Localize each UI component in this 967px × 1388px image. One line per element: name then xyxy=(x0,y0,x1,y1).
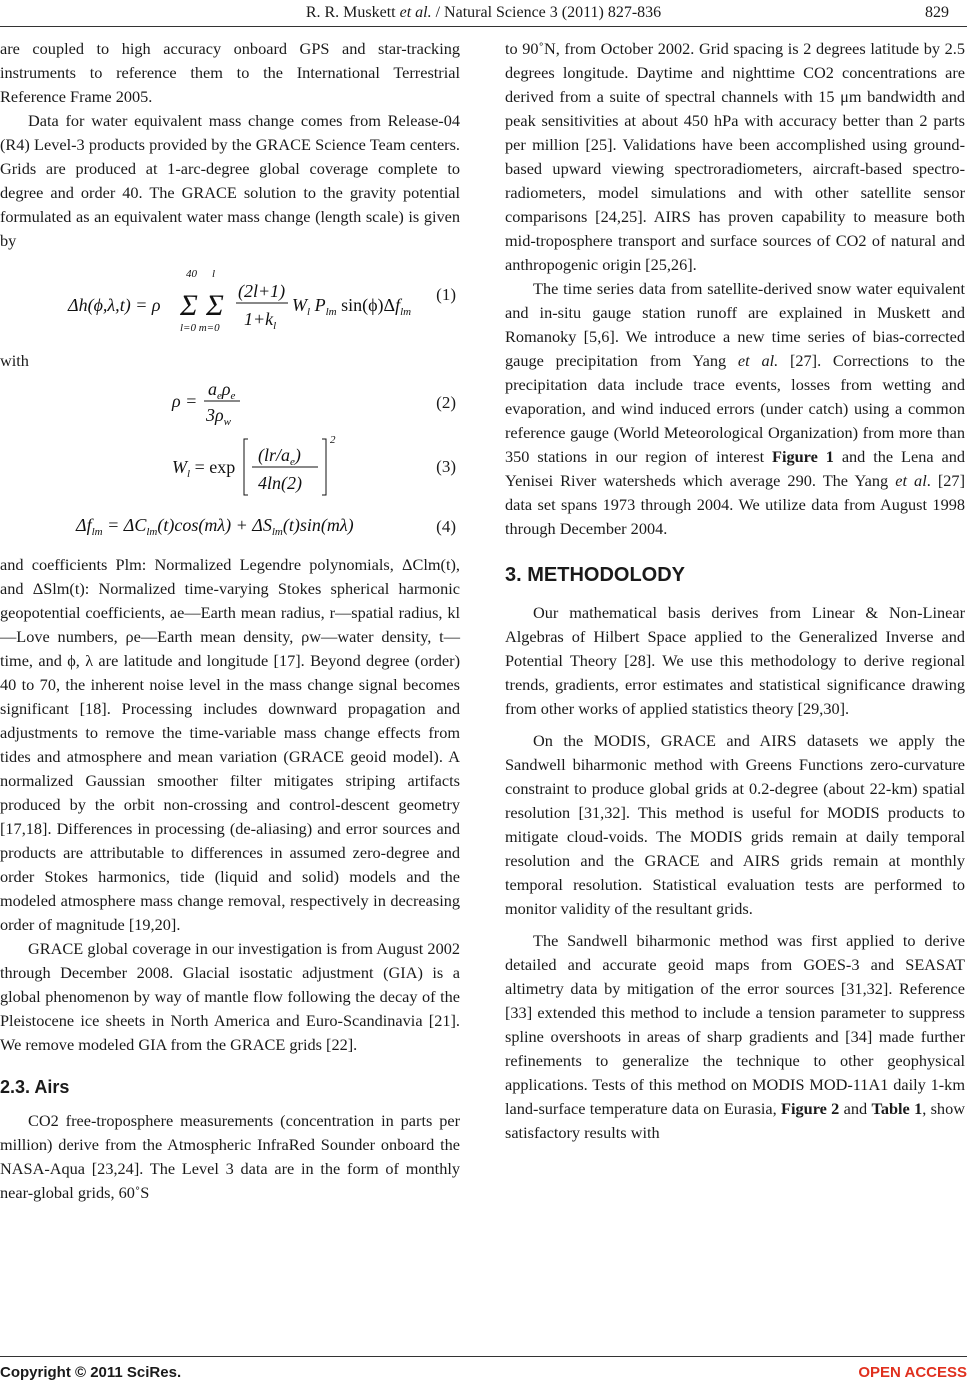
svg-text:Δflm = ΔClm(t)cos(mλ) + ΔSlm(t: $\Delta f_{lm} = \Delta C_{lm}(t)\cos(m\lambda) + \Delta S_{lm}(t)\sin(m\lambda)$ xyxy=(76,515,354,538)
svg-text:4ln(2): 4ln(2) xyxy=(258,473,302,493)
header-journal: / Natural Science 3 (2011) 827-836 xyxy=(435,4,662,21)
text-run-italic: et al. xyxy=(737,351,779,370)
paragraph: are coupled to high accuracy onboard GPS and star-tracking instruments to reference them to the International Terrestrial Reference Frame 2005. xyxy=(0,39,460,106)
text-run: and the Lena and Yenisei River watersheds which average 290. The Yang xyxy=(505,447,966,490)
text-run: [27]. Corrections to the precipitation data include trace events, losses from wetting and evaporation, and wind induced errors (under catch) using a common reference gauge (World Meteorological Organization) from more than 350 stations in our region of interest xyxy=(505,351,965,466)
svg-text:Σ: Σ xyxy=(206,289,224,322)
figure-reference: Figure 1 xyxy=(772,447,834,466)
svg-text:(2l+1): (2l+1) xyxy=(238,281,286,301)
svg-text:2: 2 xyxy=(330,434,336,446)
equation-3 xyxy=(0,429,460,503)
footer-rule xyxy=(0,1356,967,1357)
header-rule xyxy=(0,26,967,27)
paragraph: CO2 free-troposphere measurements (concentration in parts per million) derive from the Atmospheric InfraRed Sounder onboard the NASA-Aqua [23,24]. The Level 3 data are in the form of monthly near-global grids, 60˚S xyxy=(0,1111,460,1202)
paragraph: to 90˚N, from October 2002. Grid spacing is 2 degrees latitude by 2.5 degrees longitude. Daytime and nighttime CO2 concentrations are derived from a suite of spectral channels with 15 μm bandwidth and peak sensitivities at about 450 hPa with accuracy better than 2 parts per million [25]. Validations have been accomplished using ground-based upward viewing spectroradiometers, aircraft-based spectro-radiometers, model simulations and with other satellite sensor comparisons [24,25]. AIRS has proven capability to measure both mid-troposphere transport and surface sources of CO2 of natural and anthropogenic origin [25,26]. xyxy=(505,39,965,274)
equation-1-graphic xyxy=(0,253,410,349)
svg-text:1+kl: $1+k_l$ xyxy=(244,309,277,332)
running-header xyxy=(0,0,967,28)
header-authors: R. R. Muskett xyxy=(305,4,396,21)
svg-text:Σ: Σ xyxy=(180,289,198,322)
svg-text:Wl = exp: $W_l = \exp$ xyxy=(172,457,236,480)
equation-number: (1) xyxy=(436,285,456,304)
svg-text:Δh(ϕ,λ,t) = ρ: Δh(ϕ,λ,t) = ρ xyxy=(68,295,161,315)
svg-text:3ρw: $3\rho_w$ xyxy=(206,405,231,428)
equation-2-graphic xyxy=(0,373,410,429)
equation-2 xyxy=(0,373,460,429)
paragraph: GRACE global coverage in our investigation is from August 2002 through December 2008. Glacial isostatic adjustment (GIA) is a global phenomenon by way of mantle flow following the decay of the Pleistocene ice sheets in North America and Euro-Scandinavia [21]. We remove modeled GIA from the GRACE grids [22]. xyxy=(0,939,460,1054)
svg-text:40: 40 xyxy=(186,268,197,280)
equation-3-graphic xyxy=(0,429,410,503)
footer-copyright: Copyright © 2011 SciRes. xyxy=(0,1364,182,1381)
header-citation xyxy=(0,4,967,22)
svg-text:aeρe: $a_e\rho_e$ xyxy=(208,379,236,402)
section-heading-methodology: 3. METHODOLODY xyxy=(505,564,686,586)
text-run: The time series data from satellite-derived snow water equivalent and in-situ gauge station runoff are explained in Muskett and Romanoky [5,6]. We introduce a new time series of bias-corrected gauge precipitation from Yang xyxy=(505,279,965,370)
table-reference: Table 1 xyxy=(871,1099,923,1118)
header-etal: et al. xyxy=(399,4,432,21)
svg-text:(lr/ae): $(lr/a_e)$ xyxy=(258,445,301,468)
equation-number: (4) xyxy=(436,517,456,536)
text-run: . [27] data set spans 1973 through 2004. We utilize data from August 1998 through December 2004. xyxy=(505,471,965,538)
text-run: The Sandwell biharmonic method was first applied to derive detailed and accurate geoid maps from GOES-3 and SEASAT altimetry data by mitigation of the error sources [31,32]. Reference [33] extended this method to include a tension parameter to suppress spline overshoots in areas of sharp gradients and [34] made further refinements to generalize the technique to other geophysical applications. Tests of this method on MODIS MOD-11A1 daily 1-km land-surface temperature data on Eurasia, xyxy=(505,931,965,1118)
paragraph: and coefficients Plm: Normalized Legendre polynomials, ΔClm(t), and ΔSlm(t): Normalized time-varying Stokes spherical harmonic geopotential coefficients, ae—Earth mean radius, r—spatial radius, kl—Love numbers, ρe—Earth mean density, ρw—water density, t—time, and ϕ, λ are latitude and longitude [17]. Beyond degree (order) 40 to 70, the inherent noise level in the mass change signal becomes significant [18]. Processing includes downward propagation and adjustments to remove the time-variable mass change effects from tides and atmosphere and mean variation (GRACE geoid model). A normalized Gaussian smoother filter mitigates striping artifacts produced by the orbit non-crossing and control-descent geometry [17,18]. Differences in processing (de-aliasing) and error sources and products are attributable to differences in assumed zero-degree and order Stokes harmonics, tide (liquid and solid) models and the modeled atmosphere mass change removal, respectively in decreasing order of magnitude [19,20]. xyxy=(0,555,460,934)
equation-number: (2) xyxy=(436,393,456,412)
equation-1 xyxy=(0,253,460,349)
footer-open-access: OPEN ACCESS xyxy=(858,1364,967,1381)
equation-4 xyxy=(0,503,460,549)
paragraph: Data for water equivalent mass change comes from Release-04 (R4) Level-3 products provided by the GRACE Science Team centers. Grids are produced at 1-arc-degree global coverage complete to degree and order 40. The GRACE solution to the gravity potential formulated as an equivalent water mass change (length scale) is given by xyxy=(0,111,460,250)
section-heading-airs: 2.3. Airs xyxy=(0,1077,70,1097)
equation-4-graphic xyxy=(0,503,410,549)
paragraph-with: with xyxy=(0,351,29,370)
right-column xyxy=(505,37,965,1145)
svg-text:l: l xyxy=(212,268,216,280)
text-run: , show satisfactory results with xyxy=(505,1099,965,1142)
paragraph: Our mathematical basis derives from Linear & Non-Linear Algebras of Hilbert Space applied to the Generalized Inverse and Potential Theory [28]. We use this methodology to derive regional trends, gradients, error estimates and statistical significance drawing from other works of applied statistics theory [29,30]. xyxy=(505,603,965,718)
equation-number: (3) xyxy=(436,457,456,476)
svg-text:Wl Plm sin(ϕ)Δflm: $W_l$ $P_{lm}$ $\sin(\phi)\Delta f_{lm}$ xyxy=(292,295,412,318)
paragraph xyxy=(505,929,965,1145)
paragraph xyxy=(505,277,965,541)
text-run: and xyxy=(839,1099,872,1118)
svg-text:l=0 m=0: l=0 m=0 xyxy=(180,322,220,334)
text-run-italic: et al xyxy=(895,471,927,490)
paragraph: On the MODIS, GRACE and AIRS datasets we apply the Sandwell biharmonic method with Greens Functions zero-curvature constraint to produce global grids at 0.2-degree (about 22-km) spatial resolution [31,32]. This method is useful for MODIS products to mitigate cloud-voids. The MODIS grids remain at daily temporal resolution and the GRACE and AIRS grids remain at monthly temporal resolution. Statistical evaluation tests are performed to monitor validity of the resultant grids. xyxy=(505,731,965,918)
left-column xyxy=(0,37,460,1205)
svg-text:ρ =: ρ = xyxy=(172,391,198,411)
figure-reference: Figure 2 xyxy=(781,1099,840,1118)
page-number: 829 xyxy=(925,4,949,21)
